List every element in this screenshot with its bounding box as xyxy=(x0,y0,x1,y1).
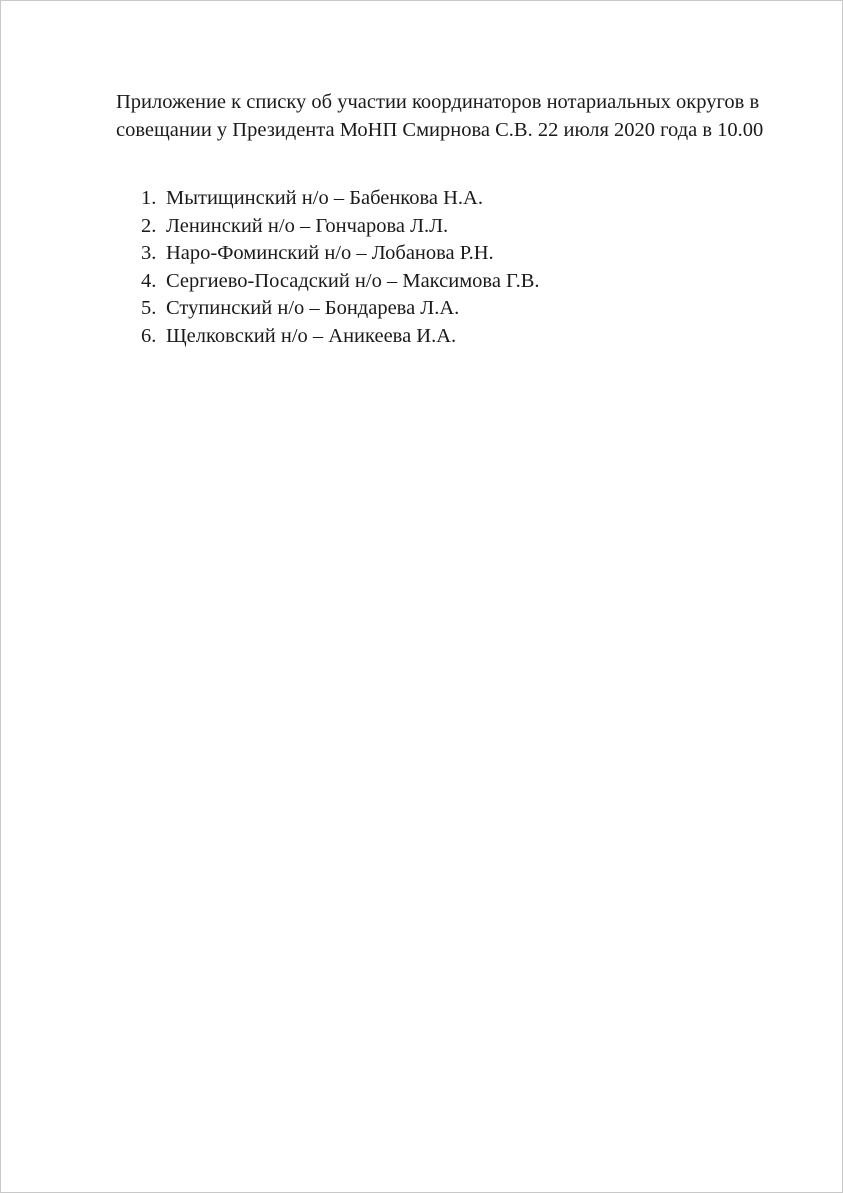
list-item-number: 3. xyxy=(141,242,157,264)
list-item-number: 5. xyxy=(141,297,157,319)
list-item-number: 1. xyxy=(141,187,157,209)
list-item-number: 6. xyxy=(141,324,157,347)
list-item xyxy=(141,268,540,296)
list-item-text: Щелковский н/о – Аникеева И.А. xyxy=(166,324,457,347)
coordinator-list xyxy=(141,185,540,350)
list-item-text: Наро-Фоминский н/о – Лобанова Р.Н. xyxy=(166,242,494,264)
list-item xyxy=(141,240,540,268)
list-item-text: Мытищинский н/о – Бабенкова Н.А. xyxy=(166,187,483,209)
list-item-text: Сергиево-Посадский н/о – Максимова Г.В. xyxy=(166,269,540,292)
list-item xyxy=(141,295,540,323)
list-item xyxy=(141,323,540,351)
list-item-text: Ступинский н/о – Бондарева Л.А. xyxy=(166,297,460,319)
list-item-text: Ленинский н/о – Гончарова Л.Л. xyxy=(166,214,449,237)
list-item-number: 4. xyxy=(141,269,157,292)
document-heading: Приложение к списку об участии координаторов нотариальных округов в совещании у Президента МоНП Смирнова С.В. 22 июля 2020 года в 10.00 xyxy=(116,91,764,141)
list-item xyxy=(141,213,540,241)
list-item-number: 2. xyxy=(141,214,157,237)
list-item xyxy=(141,185,540,213)
